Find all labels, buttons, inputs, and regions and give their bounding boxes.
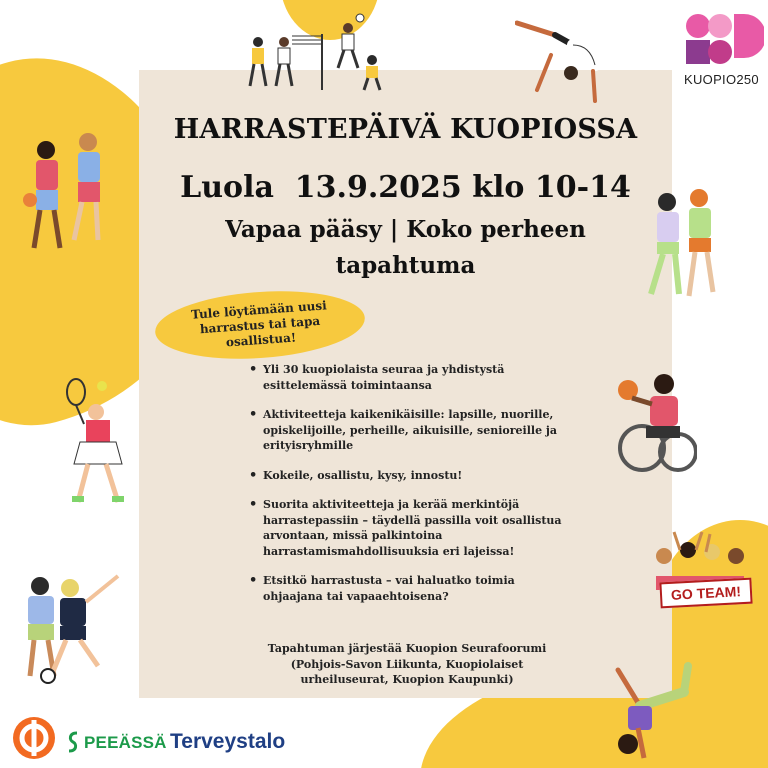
kuopio250-label: KUOPIO250	[684, 72, 759, 87]
event-title: HARRASTEPÄIVÄ KUOPIOSSA	[173, 114, 638, 145]
event-subtitle: Vapaa pääsy | Koko perheen tapahtuma	[225, 216, 586, 279]
list-item: • Aktiviteetteja kaikenikäisille: lapsille, nuorille, opiskelijoille, perheille, aikuisille, senioreille ja erityisryhmille	[247, 407, 577, 454]
list-item: • Kokeile, osallistu, kysy, innostu!	[247, 468, 577, 484]
runners-icon	[645, 188, 725, 308]
wheelchair-basketball-icon	[612, 368, 697, 478]
list-item: • Yli 30 kuopiolaista seuraa ja yhdistystä esittelemässä toimintaansa	[247, 362, 577, 393]
football-players-icon	[18, 572, 128, 687]
organizer-text: Tapahtuman järjestää Kuopion Seurafoorumi (Pohjois-Savon Liikunta, Kuopiolaiset urheiluseurat, Kuopion Kaupunki)	[267, 642, 547, 686]
op-logo-icon	[12, 716, 56, 760]
breakdancer-icon	[600, 662, 700, 762]
go-team-banner: GO TEAM!	[659, 578, 752, 609]
terveystalo-logo: Terveystalo	[170, 730, 286, 753]
peeassa-logo: PEEÄSSÄ	[84, 733, 167, 752]
peeassa-mark-icon	[66, 731, 80, 753]
list-item: • Suorita aktiviteetteja ja kerää merkintöjä harrastepassiin – täydellä passilla voit osallistua arvontaan, missä palkintoina harrastamismahdollisuuksia eri lajeissa!	[247, 497, 577, 559]
basketball-players-icon	[18, 128, 118, 258]
tennis-player-icon	[62, 372, 132, 507]
feature-list	[247, 362, 577, 618]
event-date: Luola 13.9.2025 klo 10-14	[180, 170, 631, 205]
gymnast-icon	[515, 15, 615, 105]
callout-text: Tule löytämään uusi harrastus tai tapa osallistua!	[190, 297, 328, 349]
volleyball-players-icon	[240, 12, 390, 92]
list-item: • Etsitkö harrastusta – vai haluatko toimia ohjaajana tai vapaaehtoisena?	[247, 573, 577, 604]
